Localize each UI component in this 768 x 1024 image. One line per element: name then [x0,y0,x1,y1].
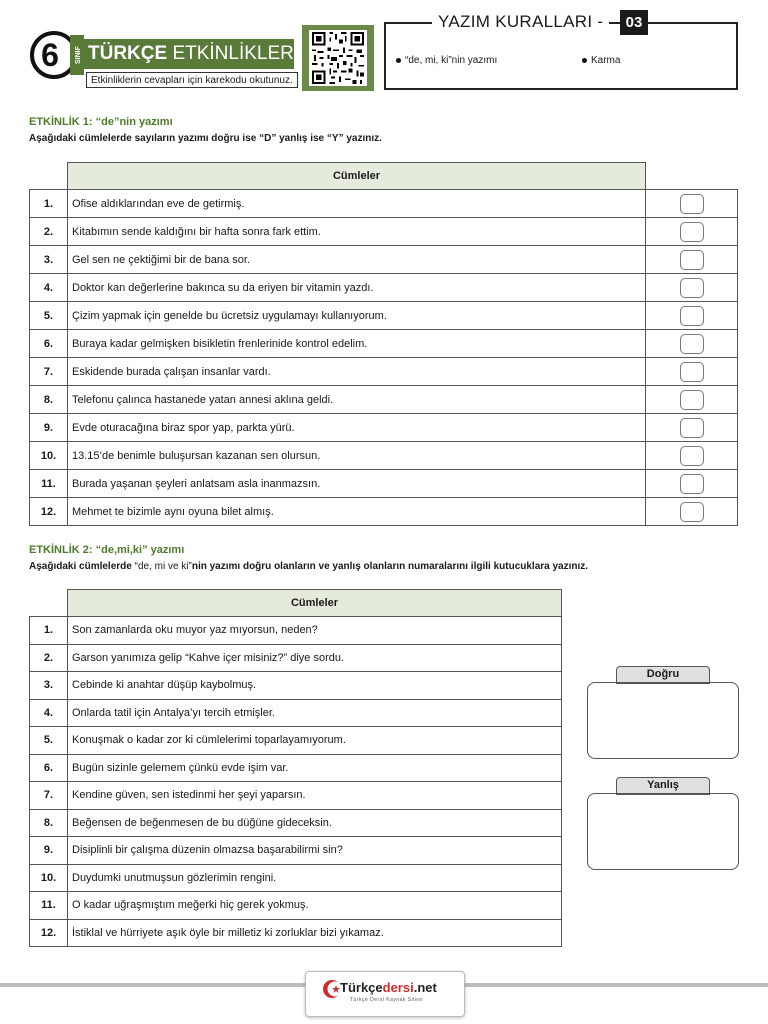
row-number: 11. [30,470,68,498]
answer-checkbox[interactable] [680,362,704,382]
table-row [30,246,738,274]
correct-answer-box[interactable] [587,682,739,759]
sentence-text: Ofise aldıklarından eve de getirmiş. [68,190,646,218]
sentence-text: Evde oturacağına biraz spor yap, parkta yürü. [68,414,646,442]
answer-cell [646,218,738,246]
table-row [30,672,562,700]
sentence-text: Konuşmak o kadar zor ki cümlelerimi toparlayamıyorum. [68,727,562,755]
answer-checkbox[interactable] [680,306,704,326]
sentence-text: Gel sen ne çektiğimi bir de bana sor. [68,246,646,274]
table-row [30,864,562,892]
row-number: 12. [30,919,68,947]
table-row [30,442,738,470]
table-row [30,470,738,498]
sentence-text: Telefonu çalınca hastanede yatan annesi aklına geldi. [68,386,646,414]
table-row [30,274,738,302]
sentence-text: Bugün sizinle gelemem çünkü evde işim var. [68,754,562,782]
table-row [30,699,562,727]
row-number: 1. [30,617,68,645]
table-row [30,727,562,755]
sentence-text: Disiplinli bir çalışma düzenin olmazsa başarabilirmi sin? [68,837,562,865]
table-row [30,919,562,947]
answer-checkbox[interactable] [680,194,704,214]
topic-item: “de, mi, ki”nin yazımı [396,54,497,68]
footer-logo-subtitle: Türkçe Dersi Kaynak Sitesi [350,997,424,1003]
answer-checkbox[interactable] [680,502,704,522]
page-title: YAZIM KURALLARI - [432,9,609,35]
table-row [30,892,562,920]
answer-checkbox[interactable] [680,446,704,466]
qr-note: Etkinliklerin cevapları için karekodu okutunuz. [86,72,298,88]
answer-checkbox[interactable] [680,278,704,298]
table-row [30,617,562,645]
answer-cell [646,442,738,470]
table-row [30,837,562,865]
answer-cell [646,246,738,274]
answer-cell [646,190,738,218]
table-row [30,358,738,386]
answer-cell [646,386,738,414]
table-row [30,386,738,414]
answer-checkbox[interactable] [680,222,704,242]
grade-label: SINIF [75,46,82,64]
sentence-text: Kitabımın sende kaldığını bir hafta sonra fark ettim. [68,218,646,246]
row-number: 12. [30,498,68,526]
correct-label: Doğru [616,666,710,684]
footer-logo-text: Türkçedersi.net [340,980,437,995]
sentence-text: Buraya kadar gelmişken bisikletin frenlerinide kontrol edelim. [68,330,646,358]
row-number: 9. [30,414,68,442]
sentence-text: O kadar uğraşmıştım meğerki hiç gerek yokmuş. [68,892,562,920]
table-row [30,782,562,810]
table-row [30,754,562,782]
activity1-table [29,162,738,526]
sentence-text: Çizim yapmak için genelde bu ücretsiz uygulamayı kullanıyorum. [68,302,646,330]
sentence-text: Cebinde ki anahtar düşüp kaybolmuş. [68,672,562,700]
table-row [30,218,738,246]
answer-checkbox[interactable] [680,418,704,438]
answer-checkbox[interactable] [680,474,704,494]
sentence-text: Burada yaşanan şeyleri anlatsam asla inanmazsın. [68,470,646,498]
row-number: 8. [30,809,68,837]
sentence-text: Duydumki unutmuşsun gözlerimin rengini. [68,864,562,892]
wrong-label: Yanlış [616,777,710,795]
row-number: 5. [30,302,68,330]
row-number: 7. [30,782,68,810]
row-number: 1. [30,190,68,218]
activity2-column-header: Cümleler [68,590,562,617]
activity2-instruction: Aşağıdaki cümlelerde “de, mi ve ki”nin yazımı doğru olanların ve yanlış olanların numaralarını ilgili kutucuklara yazınız. [29,561,589,572]
row-number: 9. [30,837,68,865]
answer-cell [646,470,738,498]
crescent-star-icon [322,978,340,1000]
table-row [30,414,738,442]
sentence-text: Onlarda tatil için Antalya’yı tercih etmişler. [68,699,562,727]
answer-cell [646,330,738,358]
page-number-badge: 03 [620,10,648,35]
sentence-text: Beğensen de beğenmesen de bu düğüne gideceksin. [68,809,562,837]
row-number: 7. [30,358,68,386]
grade-number: 6 [41,37,59,73]
row-number: 6. [30,754,68,782]
topic-item: Karma [582,54,620,68]
row-number: 4. [30,699,68,727]
table-row [30,644,562,672]
answer-cell [646,414,738,442]
activity1-instruction: Aşağıdaki cümlelerde sayıların yazımı doğru ise “D” yanlış ise “Y” yazınız. [29,133,382,144]
wrong-answer-box[interactable] [587,793,739,870]
row-number: 11. [30,892,68,920]
brand-title-bold: TÜRKÇE [88,43,168,64]
answer-cell [646,358,738,386]
table-row [30,498,738,526]
sentence-text: İstiklal ve hürriyete aşık öyle bir milletiz ki zorluklar bizi yıkamaz. [68,919,562,947]
sentence-text: Son zamanlarda oku muyor yaz mıyorsun, neden? [68,617,562,645]
qr-code-icon[interactable] [309,30,367,86]
activity1-title: ETKİNLİK 1: “de”nin yazımı [29,116,173,128]
sentence-text: 13.15’de benimle buluşursan kazanan sen olursun. [68,442,646,470]
bullet-icon [582,58,587,63]
activity2-table [29,589,562,947]
bullet-icon [396,58,401,63]
row-number: 2. [30,644,68,672]
grade-badge [30,30,86,80]
answer-cell [646,498,738,526]
table-row [30,330,738,358]
brand-title [82,39,300,69]
sentence-text: Kendine güven, sen istedinmi her şeyi yaparsın. [68,782,562,810]
row-number: 5. [30,727,68,755]
activity2-title: ETKİNLİK 2: “de,mi,ki” yazımı [29,544,185,556]
answer-checkbox[interactable] [680,334,704,354]
row-number: 2. [30,218,68,246]
table-row [30,190,738,218]
activity1-column-header: Cümleler [68,163,646,190]
answer-checkbox[interactable] [680,250,704,270]
brand-title-rest: ETKİNLİKLERİ [167,43,300,64]
sentence-text: Doktor kan değerlerine bakınca su da eriyen bir vitamin yazdı. [68,274,646,302]
row-number: 4. [30,274,68,302]
answer-checkbox[interactable] [680,390,704,410]
answer-cell [646,302,738,330]
answer-cell [646,274,738,302]
row-number: 10. [30,864,68,892]
row-number: 8. [30,386,68,414]
row-number: 10. [30,442,68,470]
sentence-text: Mehmet te bizimle aynı oyuna bilet almış. [68,498,646,526]
sentence-text: Eskidende burada çalışan insanlar vardı. [68,358,646,386]
table-row [30,809,562,837]
row-number: 3. [30,672,68,700]
table-row [30,302,738,330]
row-number: 3. [30,246,68,274]
sentence-text: Garson yanımıza gelip “Kahve içer misiniz?” diye sordu. [68,644,562,672]
row-number: 6. [30,330,68,358]
